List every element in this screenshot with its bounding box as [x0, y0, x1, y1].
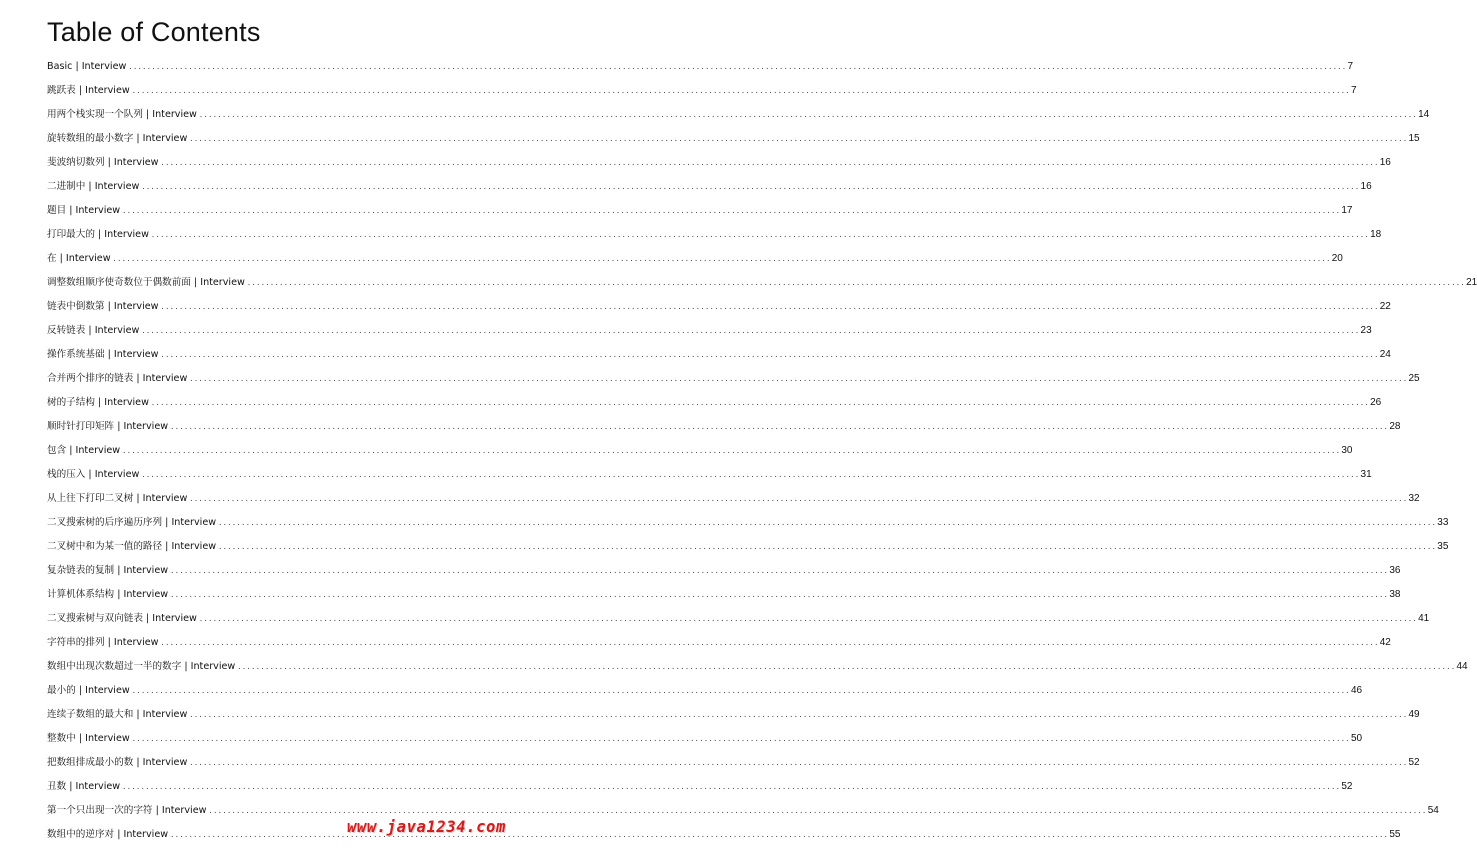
toc-dot-leader: ........................................................................................................................................................................................................................................................................: [160, 639, 1379, 647]
toc-dot-leader: ........................................................................................................................................................................................................................................................................: [141, 471, 1360, 479]
toc-page-number: 25: [1408, 373, 1420, 384]
toc-entry-title[interactable]: 从上往下打印二叉树 | Interview: [47, 493, 188, 504]
toc-page-number: 15: [1408, 133, 1420, 144]
watermark-logo: www.java1234.com: [347, 818, 506, 836]
toc-dot-leader: ........................................................................................................................................................................................................................................................................: [122, 783, 1341, 791]
toc-list: [47, 58, 1477, 850]
toc-entry[interactable]: [47, 58, 1354, 82]
toc-dot-leader: ........................................................................................................................................................................................................................................................................: [189, 135, 1408, 143]
toc-page-number: 44: [1456, 661, 1468, 672]
toc-entry-title[interactable]: 树的子结构 | Interview: [47, 397, 149, 408]
toc-dot-leader: ........................................................................................................................................................................................................................................................................: [208, 807, 1427, 815]
toc-dot-leader: ........................................................................................................................................................................................................................................................................: [189, 759, 1408, 767]
toc-dot-leader: ........................................................................................................................................................................................................................................................................: [112, 255, 1331, 263]
toc-entry-title[interactable]: 计算机体系结构 | Interview: [47, 589, 169, 600]
toc-page-number: 21: [1466, 277, 1477, 288]
toc-entry-title[interactable]: 操作系统基础 | Interview: [47, 349, 159, 360]
toc-entry[interactable]: [47, 754, 1420, 778]
toc-entry-title[interactable]: 包含 | Interview: [47, 445, 121, 456]
toc-entry-title[interactable]: 反转链表 | Interview: [47, 325, 140, 336]
toc-entry-title[interactable]: 二叉树中和为某一值的路径 | Interview: [47, 541, 217, 552]
toc-page-number: 42: [1379, 637, 1391, 648]
toc-page-number: 24: [1379, 349, 1391, 360]
toc-dot-leader: ........................................................................................................................................................................................................................................................................: [246, 279, 1466, 287]
toc-entry[interactable]: [47, 514, 1449, 538]
toc-entry-title[interactable]: Basic | Interview: [47, 61, 127, 72]
toc-dot-leader: ........................................................................................................................................................................................................................................................................: [160, 303, 1379, 311]
toc-entry-title[interactable]: 第一个只出现一次的字符 | Interview: [47, 805, 207, 816]
toc-dot-leader: ........................................................................................................................................................................................................................................................................: [198, 615, 1418, 623]
toc-entry-title[interactable]: 旋转数组的最小数字 | Interview: [47, 133, 188, 144]
toc-entry-title[interactable]: 二叉搜索树与双向链表 | Interview: [47, 613, 197, 624]
toc-entry-title[interactable]: 二叉搜索树的后序遍历序列 | Interview: [47, 517, 217, 528]
toc-entry[interactable]: [47, 634, 1391, 658]
toc-page-number: 50: [1350, 733, 1363, 744]
toc-page-number: 23: [1360, 325, 1372, 336]
toc-page-number: 7: [1347, 61, 1354, 72]
toc-dot-leader: ........................................................................................................................................................................................................................................................................: [170, 423, 1389, 431]
toc-dot-leader: ........................................................................................................................................................................................................................................................................: [122, 207, 1341, 215]
toc-dot-leader: ........................................................................................................................................................................................................................................................................: [160, 159, 1379, 167]
toc-page-number: 7: [1350, 85, 1357, 96]
toc-page-number: 17: [1341, 205, 1353, 216]
toc-dot-leader: ........................................................................................................................................................................................................................................................................: [128, 63, 1347, 71]
toc-page-number: 26: [1370, 397, 1382, 408]
toc-entry[interactable]: [47, 298, 1391, 322]
toc-entry-title[interactable]: 数组中的逆序对 | Interview: [47, 829, 169, 840]
toc-dot-leader: ........................................................................................................................................................................................................................................................................: [189, 711, 1408, 719]
toc-page-number: 54: [1427, 805, 1439, 816]
toc-entry-title[interactable]: 题目 | Interview: [47, 205, 121, 216]
toc-page-number: 41: [1418, 613, 1430, 624]
toc-page-number: 33: [1437, 517, 1449, 528]
toc-page-number: 18: [1370, 229, 1382, 240]
toc-entry-title[interactable]: 链表中倒数第 | Interview: [47, 301, 159, 312]
toc-entry[interactable]: [47, 130, 1420, 154]
toc-dot-leader: ........................................................................................................................................................................................................................................................................: [218, 543, 1437, 551]
toc-entry-title[interactable]: 栈的压入 | Interview: [47, 469, 140, 480]
toc-dot-leader: ........................................................................................................................................................................................................................................................................: [198, 111, 1418, 119]
toc-entry[interactable]: [47, 442, 1353, 466]
toc-entry[interactable]: [47, 610, 1430, 634]
toc-entry-title[interactable]: 连续子数组的最大和 | Interview: [47, 709, 188, 720]
toc-page-number: 36: [1389, 565, 1401, 576]
toc-entry[interactable]: [47, 106, 1430, 130]
toc-entry-title[interactable]: 用两个栈实现一个队列 | Interview: [47, 109, 197, 120]
toc-entry[interactable]: [47, 778, 1353, 802]
toc-dot-leader: ........................................................................................................................................................................................................................................................................: [170, 591, 1389, 599]
toc-entry[interactable]: [47, 202, 1353, 226]
toc-entry[interactable]: [47, 394, 1382, 418]
toc-dot-leader: ........................................................................................................................................................................................................................................................................: [131, 735, 1350, 743]
toc-entry[interactable]: [47, 562, 1401, 586]
toc-page-number: 22: [1379, 301, 1391, 312]
toc-entry[interactable]: [47, 586, 1401, 610]
toc-dot-leader: ........................................................................................................................................................................................................................................................................: [150, 231, 1370, 239]
toc-page-number: 55: [1389, 829, 1401, 840]
toc-entry[interactable]: [47, 226, 1382, 250]
toc-dot-leader: ........................................................................................................................................................................................................................................................................: [160, 351, 1379, 359]
toc-entry[interactable]: [47, 730, 1363, 754]
page-title: Table of Contents: [47, 17, 261, 47]
toc-entry-title[interactable]: 在 | Interview: [47, 253, 111, 264]
toc-entry[interactable]: [47, 82, 1357, 106]
toc-dot-leader: ........................................................................................................................................................................................................................................................................: [237, 663, 1456, 671]
toc-entry-title[interactable]: 顺时针打印矩阵 | Interview: [47, 421, 169, 432]
toc-entry-title[interactable]: 合并两个排序的链表 | Interview: [47, 373, 188, 384]
toc-page-number: 49: [1408, 709, 1420, 720]
toc-dot-leader: ........................................................................................................................................................................................................................................................................: [170, 831, 1389, 839]
toc-page-number: 16: [1379, 157, 1391, 168]
toc-page-number: 32: [1408, 493, 1420, 504]
toc-entry[interactable]: [47, 418, 1401, 442]
toc-entry-title[interactable]: 最小的 | Interview: [47, 685, 130, 696]
toc-dot-leader: ........................................................................................................................................................................................................................................................................: [122, 447, 1341, 455]
toc-entry-title[interactable]: 斐波纳切数列 | Interview: [47, 157, 159, 168]
toc-page-number: 31: [1360, 469, 1372, 480]
toc-page-number: 30: [1341, 445, 1353, 456]
toc-page-number: 38: [1389, 589, 1401, 600]
toc-entry[interactable]: [47, 682, 1363, 706]
toc-dot-leader: ........................................................................................................................................................................................................................................................................: [131, 687, 1350, 695]
toc-dot-leader: ........................................................................................................................................................................................................................................................................: [141, 183, 1360, 191]
toc-page-number: 16: [1360, 181, 1372, 192]
toc-dot-leader: ........................................................................................................................................................................................................................................................................: [131, 87, 1350, 95]
toc-entry[interactable]: [47, 370, 1420, 394]
toc-entry-title[interactable]: 丑数 | Interview: [47, 781, 121, 792]
toc-dot-leader: ........................................................................................................................................................................................................................................................................: [218, 519, 1437, 527]
toc-entry[interactable]: [47, 322, 1372, 346]
toc-dot-leader: ........................................................................................................................................................................................................................................................................: [141, 327, 1360, 335]
toc-entry-title[interactable]: 复杂链表的复制 | Interview: [47, 565, 169, 576]
toc-page-number: 46: [1350, 685, 1363, 696]
toc-dot-leader: ........................................................................................................................................................................................................................................................................: [170, 567, 1389, 575]
toc-page-number: 20: [1331, 253, 1343, 264]
toc-entry-title[interactable]: 打印最大的 | Interview: [47, 229, 149, 240]
toc-entry[interactable]: [47, 658, 1468, 682]
toc-dot-leader: ........................................................................................................................................................................................................................................................................: [189, 375, 1408, 383]
toc-page-number: 35: [1437, 541, 1449, 552]
toc-page-number: 52: [1408, 757, 1420, 768]
toc-entry-title[interactable]: 二进制中 | Interview: [47, 181, 140, 192]
toc-entry[interactable]: [47, 706, 1420, 730]
toc-dot-leader: ........................................................................................................................................................................................................................................................................: [150, 399, 1370, 407]
toc-entry[interactable]: [47, 178, 1372, 202]
toc-entry[interactable]: [47, 346, 1391, 370]
toc-entry-title[interactable]: 字符串的排列 | Interview: [47, 637, 159, 648]
toc-entry-title[interactable]: 把数组排成最小的数 | Interview: [47, 757, 188, 768]
toc-entry-title[interactable]: 数组中出现次数超过一半的数字 | Interview: [47, 661, 236, 672]
toc-entry-title[interactable]: 调整数组顺序使奇数位于偶数前面 | Interview: [47, 277, 245, 288]
toc-entry-title[interactable]: 跳跃表 | Interview: [47, 85, 130, 96]
toc-entry[interactable]: [47, 538, 1449, 562]
toc-entry[interactable]: [47, 274, 1477, 298]
toc-page-number: 14: [1418, 109, 1430, 120]
toc-page-number: 28: [1389, 421, 1401, 432]
toc-entry[interactable]: [47, 466, 1372, 490]
toc-entry[interactable]: [47, 490, 1420, 514]
toc-entry[interactable]: [47, 250, 1343, 274]
toc-entry[interactable]: [47, 154, 1391, 178]
toc-page-number: 52: [1341, 781, 1353, 792]
toc-dot-leader: ........................................................................................................................................................................................................................................................................: [189, 495, 1408, 503]
toc-entry-title[interactable]: 整数中 | Interview: [47, 733, 130, 744]
